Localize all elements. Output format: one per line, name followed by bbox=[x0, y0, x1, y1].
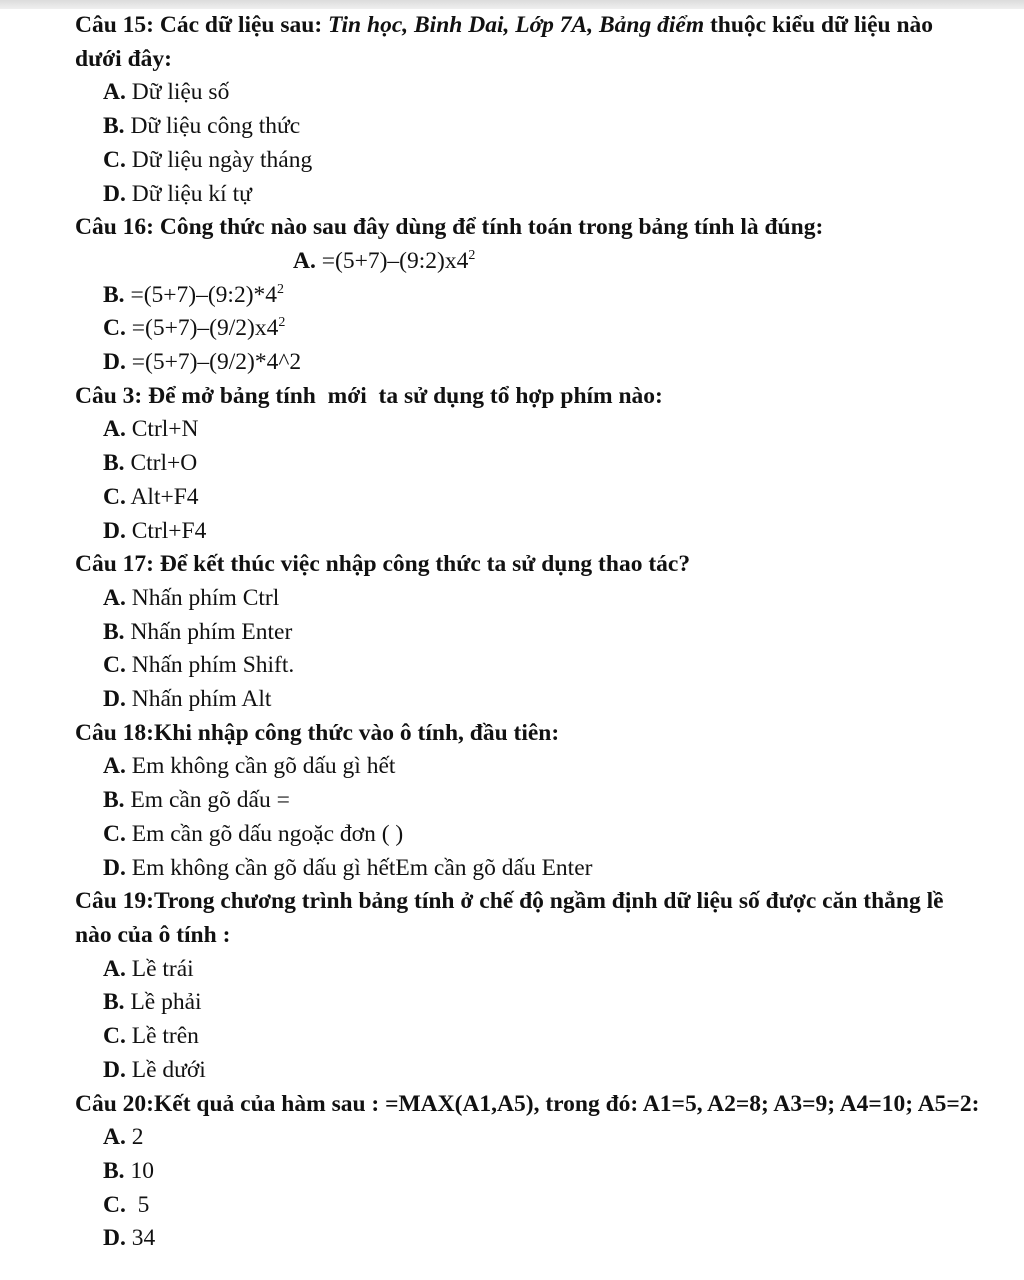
option-d bbox=[103, 683, 984, 717]
option-letter: A. bbox=[103, 1124, 126, 1151]
top-border bbox=[0, 0, 1024, 9]
option-letter: C. bbox=[103, 1023, 126, 1050]
question-16 bbox=[75, 211, 984, 278]
option-a bbox=[103, 1121, 984, 1155]
question-20 bbox=[75, 1088, 984, 1122]
option-c bbox=[103, 1020, 984, 1054]
option-c bbox=[103, 312, 984, 346]
option-text: Lề trái bbox=[131, 955, 194, 982]
option-c bbox=[103, 1189, 984, 1223]
option-c bbox=[103, 481, 984, 515]
option-letter: D. bbox=[103, 1225, 126, 1252]
superscript: 2 bbox=[277, 281, 285, 297]
option-text: Em cần gõ dấu = bbox=[130, 787, 290, 814]
option-text: Lề phải bbox=[130, 989, 202, 1016]
option-text: =(5+7)–(9/2)*4^2 bbox=[131, 349, 302, 376]
option-letter: B. bbox=[103, 787, 125, 814]
option-letter: A. bbox=[103, 753, 126, 780]
option-d bbox=[103, 515, 984, 549]
option-letter: D. bbox=[103, 349, 126, 376]
option-b bbox=[103, 986, 984, 1020]
option-text: Dữ liệu công thức bbox=[130, 113, 301, 140]
option-letter: B. bbox=[103, 281, 125, 308]
question-text: Các dữ liệu sau: bbox=[159, 12, 323, 38]
option-text: Nhấn phím Ctrl bbox=[131, 584, 280, 611]
option-c bbox=[103, 818, 984, 852]
option-b bbox=[103, 784, 984, 818]
option-text: 34 bbox=[131, 1225, 156, 1252]
option-letter: C. bbox=[103, 315, 126, 342]
option-b bbox=[103, 279, 984, 313]
option-text: Lề trên bbox=[131, 1023, 199, 1050]
superscript: 2 bbox=[278, 315, 286, 331]
option-text: Ctrl+F4 bbox=[131, 517, 207, 544]
option-b bbox=[103, 616, 984, 650]
option-b bbox=[103, 1155, 984, 1189]
option-a bbox=[103, 750, 984, 784]
option-text bbox=[322, 248, 476, 274]
option-d bbox=[103, 346, 984, 380]
option-c bbox=[103, 649, 984, 683]
superscript: 2 bbox=[468, 248, 476, 264]
question-label: Câu 18: bbox=[75, 719, 154, 746]
option-text: Dữ liệu số bbox=[131, 79, 230, 106]
option-b bbox=[103, 447, 984, 481]
option-text: Em cần gõ dấu ngoặc đơn ( ) bbox=[131, 820, 404, 847]
option-c bbox=[103, 144, 984, 178]
question-text: Kết quả của hàm sau : =MAX(A1,A5), trong đó: A1=5, A2=8; A3=9; A4=10; A5=2: bbox=[154, 1090, 980, 1117]
option-letter: C. bbox=[103, 1191, 126, 1218]
option-text: Nhấn phím Shift. bbox=[131, 652, 295, 679]
question-text: Công thức nào sau đây dùng để tính toán trong bảng tính là đúng: bbox=[159, 214, 824, 241]
option-letter: B. bbox=[103, 113, 125, 140]
option-letter: D. bbox=[103, 517, 126, 544]
option-b bbox=[103, 110, 984, 144]
option-text: 2 bbox=[131, 1124, 144, 1151]
option-text: Em không cần gõ dấu gì hếtEm cần gõ dấu Enter bbox=[131, 854, 593, 881]
option-text: Ctrl+N bbox=[131, 416, 199, 443]
option-letter: A. bbox=[293, 247, 316, 274]
option-a bbox=[103, 953, 984, 987]
question-text: thuộc kiểu dữ liệu nào dưới đây: bbox=[75, 12, 934, 72]
question-label: Câu 19: bbox=[75, 888, 154, 915]
option-a bbox=[103, 413, 984, 447]
question-18 bbox=[75, 717, 984, 751]
question-label: Câu 20: bbox=[75, 1090, 154, 1117]
option-a bbox=[103, 76, 984, 110]
option-letter: D. bbox=[103, 180, 126, 207]
question-text-italic: Tin học, Binh Dai, Lớp 7A, Bảng điểm bbox=[328, 12, 705, 38]
option-letter: B. bbox=[103, 989, 125, 1016]
option-letter: B. bbox=[103, 618, 125, 645]
question-label: Câu 16: bbox=[75, 214, 154, 241]
option-letter: C. bbox=[103, 820, 126, 847]
question-15 bbox=[75, 9, 984, 76]
option-text: 5 bbox=[131, 1191, 150, 1218]
option-d bbox=[103, 1054, 984, 1088]
question-3 bbox=[75, 380, 984, 414]
option-letter: A. bbox=[103, 955, 126, 982]
option-letter: A. bbox=[103, 584, 126, 611]
option-text: 10 bbox=[130, 1157, 154, 1184]
option-text: Em không cần gõ dấu gì hết bbox=[131, 753, 396, 780]
option-text: Nhấn phím Enter bbox=[130, 618, 293, 645]
option-letter: D. bbox=[103, 854, 126, 881]
option-letter: B. bbox=[103, 450, 125, 477]
document-page bbox=[0, 9, 1024, 1256]
question-text: Trong chương trình bảng tính ở chế độ ngầm định dữ liệu số được căn thẳng lề nào của ô tính : bbox=[75, 888, 944, 948]
question-label: Câu 3: bbox=[75, 382, 143, 409]
option-letter: A. bbox=[103, 79, 126, 106]
option-letter: D. bbox=[103, 686, 126, 713]
question-label: Câu 17: bbox=[75, 551, 154, 578]
formula-base: =(5+7)–(9:2)x4 bbox=[321, 247, 469, 274]
option-a bbox=[293, 245, 475, 279]
question-label: Câu 15: bbox=[75, 12, 154, 38]
option-text: Dữ liệu kí tự bbox=[131, 180, 252, 207]
option-letter: C. bbox=[103, 146, 126, 173]
option-text: Nhấn phím Alt bbox=[131, 686, 272, 713]
option-text: Lề dưới bbox=[131, 1056, 206, 1083]
option-d bbox=[103, 1222, 984, 1256]
formula-base: =(5+7)–(9/2)x4 bbox=[131, 315, 279, 342]
option-d bbox=[103, 852, 984, 886]
formula-base: =(5+7)–(9:2)*4 bbox=[130, 281, 278, 308]
option-letter: D. bbox=[103, 1056, 126, 1083]
option-text: Dữ liệu ngày tháng bbox=[131, 146, 313, 173]
option-letter: C. bbox=[103, 652, 126, 679]
question-17 bbox=[75, 548, 984, 582]
option-text: Ctrl+O bbox=[130, 450, 198, 477]
question-text: Khi nhập công thức vào ô tính, đầu tiên: bbox=[154, 719, 560, 746]
option-text: Alt+F4 bbox=[130, 483, 199, 510]
question-text: Để kết thúc việc nhập công thức ta sử dụng thao tác? bbox=[159, 551, 691, 578]
question-text: Để mở bảng tính mới ta sử dụng tổ hợp phím nào: bbox=[148, 382, 663, 409]
option-letter: A. bbox=[103, 416, 126, 443]
question-19 bbox=[75, 885, 984, 952]
option-letter: B. bbox=[103, 1157, 125, 1184]
option-letter: C. bbox=[103, 483, 126, 510]
option-d bbox=[103, 178, 984, 212]
option-a bbox=[103, 582, 984, 616]
